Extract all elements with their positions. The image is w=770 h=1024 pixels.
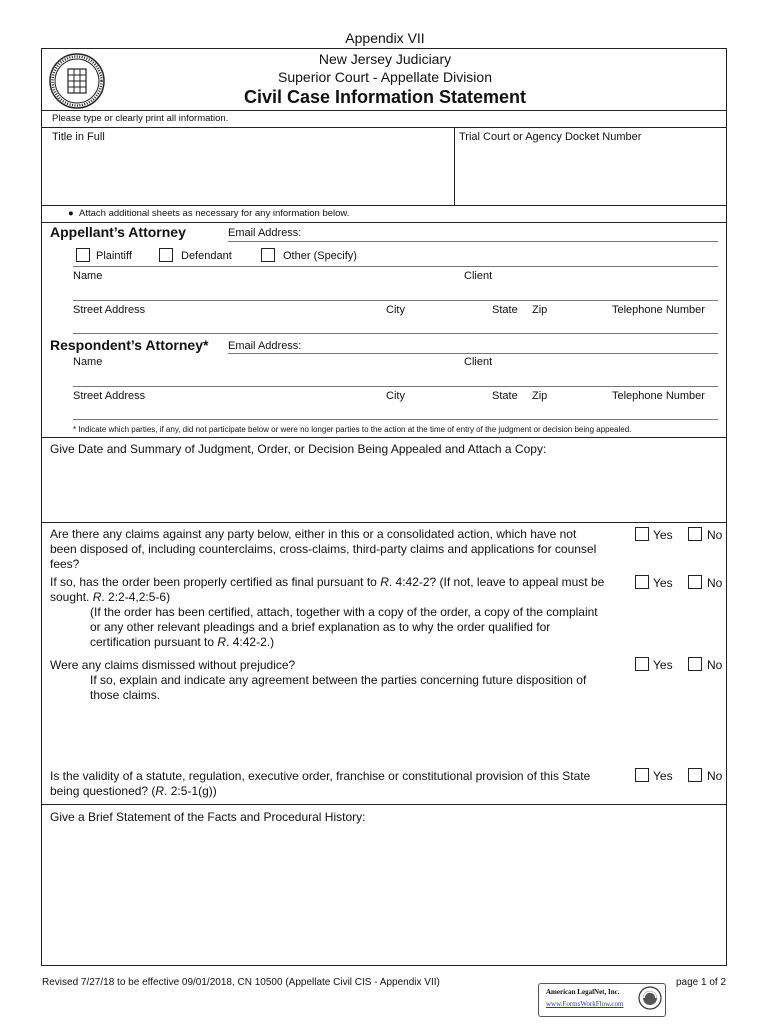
- publisher-name: American LegalNet, Inc.: [546, 988, 620, 996]
- facts-label: Give a Brief Statement of the Facts and Procedural History:: [50, 810, 366, 824]
- other-specify-checkbox[interactable]: [261, 248, 275, 262]
- other-specify-label: Other (Specify): [283, 250, 357, 262]
- q3-text: Were any claims dismissed without prejudice?: [50, 658, 296, 672]
- attach-note: [68, 208, 349, 219]
- facts-field[interactable]: [44, 827, 724, 961]
- title-in-full-label: Title in Full: [52, 131, 105, 143]
- revision-note: Revised 7/27/18 to be effective 09/01/2018, CN 10500 (Appellate Civil CIS - Appendix VII): [42, 977, 440, 988]
- q3-yes-checkbox[interactable]: [635, 657, 649, 671]
- page-number: page 1 of 2: [676, 977, 727, 988]
- q4-line-1: Is the validity of a statute, regulation, executive order, franchise or constitutional provision of this State: [50, 769, 591, 783]
- q3-sub-line-2: those claims.: [90, 688, 161, 702]
- appellant-address-input[interactable]: [73, 318, 718, 332]
- respondent-street-label: Street Address: [73, 390, 146, 402]
- q2-sub-line-3: certification pursuant to R. 4:42-2.): [90, 635, 275, 649]
- q4-line-2: being questioned? (R. 2:5-1(g)): [50, 784, 217, 798]
- judgment-summary-label: Give Date and Summary of Judgment, Order, or Decision Being Appealed and Attach a Copy:: [50, 442, 547, 456]
- q4-no-label: No: [707, 769, 723, 783]
- appellant-email-input[interactable]: [310, 226, 718, 240]
- bullet-icon: ●: [68, 208, 80, 219]
- q3-no-checkbox[interactable]: [688, 657, 702, 671]
- respondent-state-label: State: [492, 390, 518, 402]
- q4-no-checkbox[interactable]: [688, 768, 702, 782]
- respondent-client-label: Client: [464, 356, 493, 368]
- title-in-full-field[interactable]: [44, 146, 452, 204]
- instruction-text: Please type or clearly print all information.: [52, 113, 229, 124]
- q1-no-label: No: [707, 528, 723, 542]
- appellant-name-input[interactable]: [73, 284, 453, 300]
- judiciary-name: New Jersey Judiciary: [318, 51, 452, 67]
- publisher-url[interactable]: www.FormsWorkFlow.com: [546, 1000, 624, 1008]
- respondent-address-input[interactable]: [73, 404, 718, 418]
- appendix-label: Appendix VII: [345, 30, 425, 46]
- appellant-street-label: Street Address: [73, 304, 146, 316]
- q2-no-checkbox[interactable]: [688, 575, 702, 589]
- court-name: Superior Court - Appellate Division: [278, 69, 492, 85]
- respondent-footnote: * Indicate which parties, if any, did not participate below or were no longer parties to the action at the time of entry of the judgment or decision being appealed.: [73, 425, 632, 434]
- appellant-city-label: City: [386, 304, 405, 316]
- q3-explanation-field[interactable]: [90, 705, 720, 763]
- appellant-zip-label: Zip: [532, 304, 548, 316]
- respondent-email-label: Email Address:: [228, 340, 302, 352]
- attach-note-text: Attach additional sheets as necessary for any information below.: [79, 208, 350, 219]
- q2-line-1: If so, has the order been properly certified as final pursuant to R. 4:42-2? (If not, leave to appeal must be: [50, 575, 605, 589]
- appellant-attorney-heading: Appellant’s Attorney: [50, 224, 186, 240]
- q3-sub-line-1: If so, explain and indicate any agreement between the parties concerning future disposition of: [90, 673, 587, 687]
- respondent-attorney-heading: Respondent’s Attorney*: [50, 337, 209, 353]
- defendant-label: Defendant: [181, 250, 232, 262]
- defendant-checkbox[interactable]: [159, 248, 173, 262]
- appellant-client-input[interactable]: [464, 284, 718, 300]
- respondent-zip-label: Zip: [532, 390, 548, 402]
- judgment-summary-field[interactable]: [44, 458, 724, 520]
- q3-no-label: No: [707, 658, 723, 672]
- q1-line-1: Are there any claims against any party below, either in this or a consolidated action, which have not: [50, 527, 577, 541]
- q2-yes-label: Yes: [653, 576, 673, 590]
- appellant-email-label: Email Address:: [228, 227, 302, 239]
- appellant-name-label: Name: [73, 270, 103, 282]
- plaintiff-checkbox[interactable]: [76, 248, 90, 262]
- q1-line-2: been disposed of, including counterclaims, cross-claims, third-party claims and applications for counsel: [50, 542, 597, 556]
- respondent-name-input[interactable]: [73, 370, 453, 386]
- q1-line-3: fees?: [50, 557, 80, 571]
- q2-yes-checkbox[interactable]: [635, 575, 649, 589]
- appellant-client-label: Client: [464, 270, 493, 282]
- q2-no-label: No: [707, 576, 723, 590]
- q3-yes-label: Yes: [653, 658, 673, 672]
- docket-number-label: Trial Court or Agency Docket Number: [459, 131, 642, 143]
- q4-yes-label: Yes: [653, 769, 673, 783]
- respondent-client-input[interactable]: [464, 370, 718, 386]
- respondent-city-label: City: [386, 390, 405, 402]
- plaintiff-label: Plaintiff: [96, 250, 132, 262]
- appellant-phone-label: Telephone Number: [612, 304, 705, 316]
- publisher-logo-icon: [638, 986, 662, 1010]
- respondent-phone-label: Telephone Number: [612, 390, 705, 402]
- page-title: Civil Case Information Statement: [243, 87, 527, 107]
- q1-yes-label: Yes: [653, 528, 673, 542]
- respondent-email-input[interactable]: [310, 339, 718, 353]
- q4-yes-checkbox[interactable]: [635, 768, 649, 782]
- respondent-name-label: Name: [73, 356, 103, 368]
- q2-line-2: sought. R. 2:2-4,2:5-6): [50, 590, 171, 604]
- appellant-state-label: State: [492, 304, 518, 316]
- q2-sub-line-2: or any other relevant pleadings and a brief explanation as to why the order qualified for: [90, 620, 551, 634]
- q2-sub-line-1: (If the order has been certified, attach, together with a copy of the order, a copy of the complaint: [90, 605, 598, 619]
- q1-yes-checkbox[interactable]: [635, 527, 649, 541]
- q1-no-checkbox[interactable]: [688, 527, 702, 541]
- docket-number-field[interactable]: [457, 146, 723, 204]
